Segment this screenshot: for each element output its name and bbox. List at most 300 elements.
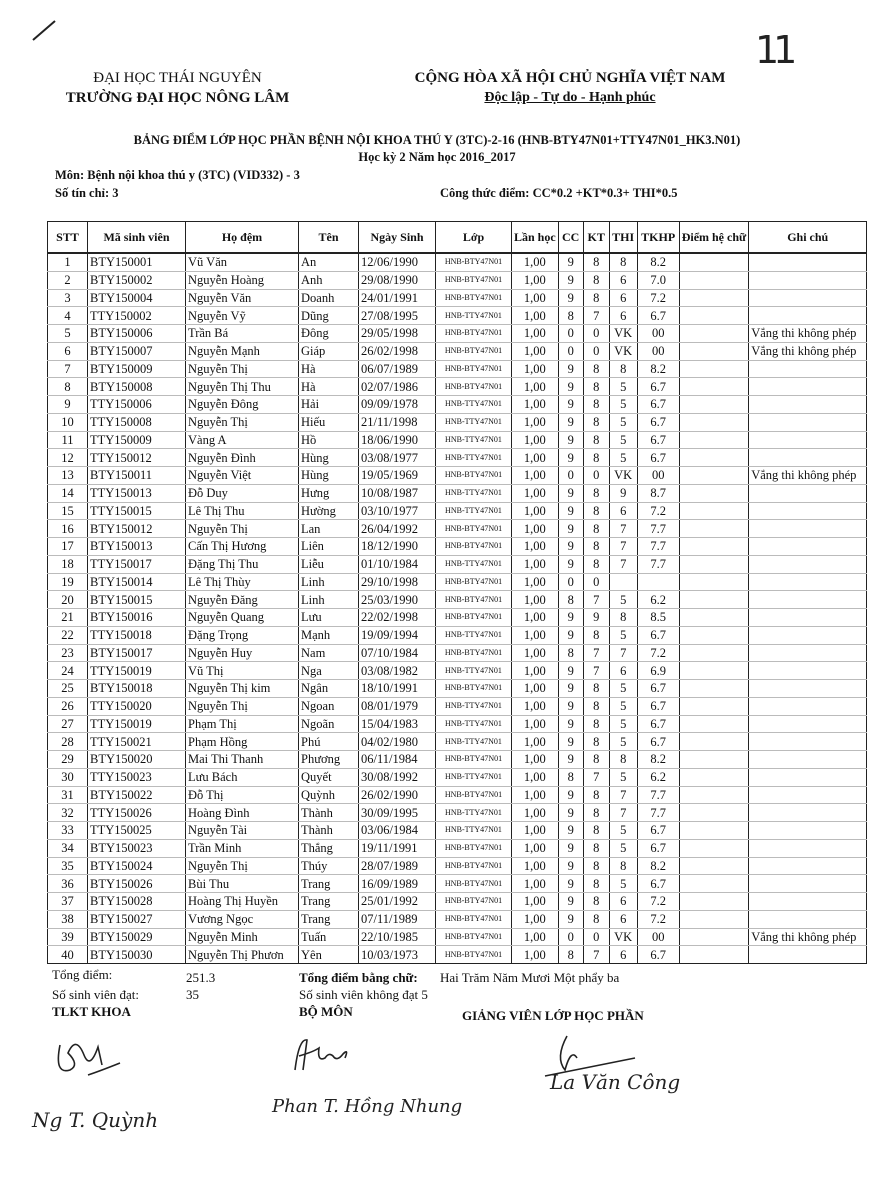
note-cell [749,751,867,769]
student-id-cell: BTY150015 [88,591,186,609]
kt-cell: 8 [583,839,609,857]
class-cell: HNB-BTY47N01 [436,378,512,396]
stt-cell: 3 [48,289,88,307]
first-name-cell: Ngoan [299,697,359,715]
tkhp-cell: 6.7 [637,307,679,325]
tkhp-cell: 6.7 [637,715,679,733]
note-cell [749,555,867,573]
first-name-cell: Yên [299,946,359,964]
column-header: KT [583,222,609,254]
tkhp-cell: 6.7 [637,413,679,431]
middle-name-cell: Nguyễn Thị [186,697,299,715]
stt-cell: 14 [48,484,88,502]
column-header: Điểm hệ chữ [679,222,749,254]
student-id-cell: TTY150018 [88,626,186,644]
middle-name-cell: Lê Thị Thu [186,502,299,520]
note-cell [749,520,867,538]
note-cell [749,644,867,662]
department-signature [285,1028,365,1078]
student-id-cell: BTY150016 [88,609,186,627]
middle-name-cell: Phạm Thị [186,715,299,733]
attempt-cell: 1,00 [512,697,559,715]
grade-table [47,221,867,964]
thi-cell: 5 [609,413,637,431]
cc-cell: 9 [558,378,583,396]
stt-cell: 7 [48,360,88,378]
tkhp-cell: 7.2 [637,289,679,307]
thi-cell: 7 [609,644,637,662]
thi-cell: 7 [609,804,637,822]
tkhp-cell: 00 [637,928,679,946]
attempt-cell: 1,00 [512,253,559,271]
letter-grade-cell [679,680,749,698]
stt-cell: 10 [48,413,88,431]
cc-cell: 8 [558,307,583,325]
thi-cell: 5 [609,875,637,893]
first-name-cell: Mạnh [299,626,359,644]
middle-name-cell: Nguyễn Mạnh [186,342,299,360]
first-name-cell: Phú [299,733,359,751]
table-row [48,733,867,751]
middle-name-cell: Nguyễn Thị Thu [186,378,299,396]
letter-grade-cell [679,697,749,715]
attempt-cell: 1,00 [512,360,559,378]
middle-name-cell: Trần Minh [186,839,299,857]
stt-cell: 39 [48,928,88,946]
letter-grade-cell [679,484,749,502]
table-row [48,804,867,822]
letter-grade-cell [679,325,749,343]
birthdate-cell: 10/08/1987 [359,484,436,502]
cc-cell: 9 [558,555,583,573]
letter-grade-cell [679,626,749,644]
class-cell: HNB-BTY47N01 [436,680,512,698]
stt-cell: 22 [48,626,88,644]
attempt-cell: 1,00 [512,839,559,857]
student-id-cell: TTY150025 [88,822,186,840]
letter-grade-cell [679,413,749,431]
first-name-cell: Liên [299,538,359,556]
student-id-cell: BTY150011 [88,467,186,485]
thi-cell: 6 [609,946,637,964]
note-cell [749,484,867,502]
middle-name-cell: Nguyễn Thị Phươn [186,946,299,964]
total-label: Tổng điểm: [52,967,113,982]
note-cell [749,289,867,307]
thi-cell: 5 [609,697,637,715]
stt-cell: 9 [48,396,88,414]
stt-cell: 29 [48,751,88,769]
stt-cell: 1 [48,253,88,271]
first-name-cell: Thành [299,822,359,840]
student-id-cell: TTY150002 [88,307,186,325]
first-name-cell: Nam [299,644,359,662]
class-cell: HNB-TTY47N01 [436,768,512,786]
class-cell: HNB-BTY47N01 [436,591,512,609]
note-cell: Vắng thi không phép [749,467,867,485]
first-name-cell: Quỳnh [299,786,359,804]
stt-cell: 32 [48,804,88,822]
first-name-cell: Hường [299,502,359,520]
class-cell: HNB-TTY47N01 [436,449,512,467]
birthdate-cell: 26/02/1990 [359,786,436,804]
cc-cell: 9 [558,449,583,467]
column-header: CC [558,222,583,254]
attempt-cell: 1,00 [512,325,559,343]
class-cell: HNB-TTY47N01 [436,804,512,822]
kt-cell: 0 [583,928,609,946]
tkhp-cell: 6.7 [637,449,679,467]
note-cell [749,946,867,964]
thi-cell: 6 [609,502,637,520]
table-row [48,431,867,449]
table-row [48,609,867,627]
birthdate-cell: 29/10/1998 [359,573,436,591]
note-cell [749,875,867,893]
tkhp-cell: 6.7 [637,680,679,698]
department-signer-name: Phan T. Hồng Nhung [272,1096,463,1117]
table-row [48,715,867,733]
cc-cell: 9 [558,839,583,857]
student-id-cell: BTY150009 [88,360,186,378]
attempt-cell: 1,00 [512,768,559,786]
kt-cell: 8 [583,484,609,502]
note-cell [749,609,867,627]
attempt-cell: 1,00 [512,857,559,875]
kt-cell: 8 [583,626,609,644]
thi-cell [609,573,637,591]
tkhp-cell: 6.7 [637,431,679,449]
thi-cell: 5 [609,715,637,733]
kt-cell: 8 [583,538,609,556]
attempt-cell: 1,00 [512,609,559,627]
table-row [48,591,867,609]
cc-cell: 9 [558,626,583,644]
middle-name-cell: Nguyễn Đông [186,396,299,414]
note-cell [749,839,867,857]
passed-value: 35 [186,987,199,1002]
kt-cell: 7 [583,946,609,964]
table-row [48,697,867,715]
class-cell: HNB-TTY47N01 [436,626,512,644]
kt-cell: 8 [583,396,609,414]
note-cell [749,626,867,644]
letter-grade-cell [679,502,749,520]
letter-grade-cell [679,520,749,538]
attempt-cell: 1,00 [512,822,559,840]
kt-cell: 8 [583,910,609,928]
birthdate-cell: 25/03/1990 [359,591,436,609]
middle-name-cell: Nguyễn Việt [186,467,299,485]
column-header: Lớp [436,222,512,254]
cc-cell: 9 [558,396,583,414]
kt-cell: 8 [583,520,609,538]
cc-cell: 9 [558,253,583,271]
stt-cell: 8 [48,378,88,396]
tkhp-cell: 8.7 [637,484,679,502]
student-id-cell: BTY150001 [88,253,186,271]
student-id-cell: TTY150020 [88,697,186,715]
letter-grade-cell [679,342,749,360]
stt-cell: 23 [48,644,88,662]
total-value: 251.3 [186,970,216,985]
student-id-cell: BTY150026 [88,875,186,893]
middle-name-cell: Mai Thi Thanh [186,751,299,769]
thi-cell: 5 [609,396,637,414]
class-cell: HNB-TTY47N01 [436,555,512,573]
total-words-value: Hai Trăm Năm Mươi Một phẩy ba [440,970,620,985]
letter-grade-cell [679,857,749,875]
note-cell [749,360,867,378]
middle-name-cell: Nguyễn Hoàng [186,271,299,289]
lecturer-sign-label: GIẢNG VIÊN LỚP HỌC PHẦN [462,1008,644,1023]
student-id-cell: TTY150019 [88,662,186,680]
student-id-cell: BTY150018 [88,680,186,698]
table-header-row [48,222,867,254]
table-row [48,253,867,271]
attempt-cell: 1,00 [512,484,559,502]
tkhp-cell: 8.2 [637,253,679,271]
kt-cell: 8 [583,253,609,271]
table-row [48,626,867,644]
student-id-cell: TTY150017 [88,555,186,573]
birthdate-cell: 03/08/1982 [359,662,436,680]
class-cell: HNB-TTY47N01 [436,413,512,431]
kt-cell: 8 [583,822,609,840]
first-name-cell: An [299,253,359,271]
letter-grade-cell [679,289,749,307]
kt-cell: 8 [583,697,609,715]
attempt-cell: 1,00 [512,680,559,698]
stt-cell: 20 [48,591,88,609]
kt-cell: 8 [583,875,609,893]
faculty-signer-name: Ng T. Quỳnh [32,1108,159,1132]
semester-line: Học kỳ 2 Năm học 2016_2017 [358,150,516,164]
letter-grade-cell [679,591,749,609]
kt-cell: 8 [583,378,609,396]
note-cell [749,768,867,786]
first-name-cell: Thúy [299,857,359,875]
first-name-cell: Hiếu [299,413,359,431]
letter-grade-cell [679,910,749,928]
class-cell: HNB-BTY47N01 [436,928,512,946]
kt-cell: 7 [583,768,609,786]
letter-grade-cell [679,573,749,591]
student-id-cell: BTY150014 [88,573,186,591]
stt-cell: 31 [48,786,88,804]
table-row [48,875,867,893]
table-row [48,751,867,769]
student-id-cell: BTY150017 [88,644,186,662]
cc-cell: 0 [558,467,583,485]
first-name-cell: Trang [299,893,359,911]
kt-cell: 7 [583,644,609,662]
first-name-cell: Anh [299,271,359,289]
thi-cell: 9 [609,484,637,502]
letter-grade-cell [679,449,749,467]
thi-cell: 6 [609,271,637,289]
column-header: Mã sinh viên [88,222,186,254]
first-name-cell: Hải [299,396,359,414]
class-cell: HNB-BTY47N01 [436,289,512,307]
table-row [48,396,867,414]
student-id-cell: BTY150013 [88,538,186,556]
table-row [48,893,867,911]
kt-cell: 7 [583,591,609,609]
thi-cell: VK [609,467,637,485]
middle-name-cell: Nguyễn Thị [186,520,299,538]
cc-cell: 8 [558,768,583,786]
thi-cell: 8 [609,609,637,627]
attempt-cell: 1,00 [512,644,559,662]
kt-cell: 7 [583,307,609,325]
student-id-cell: BTY150023 [88,839,186,857]
note-cell: Vắng thi không phép [749,342,867,360]
birthdate-cell: 24/01/1991 [359,289,436,307]
class-cell: HNB-TTY47N01 [436,662,512,680]
cc-cell: 9 [558,289,583,307]
stt-cell: 26 [48,697,88,715]
table-row [48,538,867,556]
attempt-cell: 1,00 [512,520,559,538]
stt-cell: 33 [48,822,88,840]
letter-grade-cell [679,253,749,271]
middle-name-cell: Nguyễn Huy [186,644,299,662]
tkhp-cell: 6.7 [637,946,679,964]
middle-name-cell: Nguyễn Văn [186,289,299,307]
birthdate-cell: 19/05/1969 [359,467,436,485]
middle-name-cell: Nguyễn Thị kim [186,680,299,698]
thi-cell: 5 [609,822,637,840]
kt-cell: 0 [583,467,609,485]
stt-cell: 24 [48,662,88,680]
kt-cell: 8 [583,502,609,520]
cc-cell: 8 [558,591,583,609]
student-id-cell: BTY150020 [88,751,186,769]
column-header: THI [609,222,637,254]
birthdate-cell: 12/06/1990 [359,253,436,271]
cc-cell: 0 [558,342,583,360]
class-cell: HNB-BTY47N01 [436,839,512,857]
first-name-cell: Nga [299,662,359,680]
attempt-cell: 1,00 [512,467,559,485]
student-id-cell: BTY150006 [88,325,186,343]
class-cell: HNB-BTY47N01 [436,946,512,964]
note-cell [749,804,867,822]
tkhp-cell: 7.7 [637,555,679,573]
letter-grade-cell [679,928,749,946]
stt-cell: 28 [48,733,88,751]
table-row [48,786,867,804]
attempt-cell: 1,00 [512,875,559,893]
middle-name-cell: Lưu Bách [186,768,299,786]
first-name-cell: Giáp [299,342,359,360]
column-header: TKHP [637,222,679,254]
kt-cell: 8 [583,893,609,911]
attempt-cell: 1,00 [512,893,559,911]
attempt-cell: 1,00 [512,715,559,733]
note-cell [749,573,867,591]
stt-cell: 27 [48,715,88,733]
cc-cell: 9 [558,538,583,556]
table-row [48,946,867,964]
cc-cell: 9 [558,484,583,502]
stt-cell: 16 [48,520,88,538]
student-id-cell: BTY150002 [88,271,186,289]
subject-line: Môn: Bệnh nội khoa thú y (3TC) (VID332) - 3 [55,168,300,182]
first-name-cell: Đông [299,325,359,343]
birthdate-cell: 26/04/1992 [359,520,436,538]
letter-grade-cell [679,751,749,769]
cc-cell: 9 [558,680,583,698]
stt-cell: 21 [48,609,88,627]
stt-cell: 40 [48,946,88,964]
kt-cell: 8 [583,271,609,289]
stt-cell: 5 [48,325,88,343]
student-id-cell: TTY150008 [88,413,186,431]
thi-cell: 6 [609,307,637,325]
middle-name-cell: Nguyễn Thị [186,413,299,431]
column-header: Tên [299,222,359,254]
attempt-cell: 1,00 [512,573,559,591]
thi-cell: 8 [609,857,637,875]
kt-cell: 8 [583,786,609,804]
birthdate-cell: 22/02/1998 [359,609,436,627]
attempt-cell: 1,00 [512,271,559,289]
student-id-cell: BTY150012 [88,520,186,538]
stt-cell: 36 [48,875,88,893]
table-row [48,378,867,396]
class-cell: HNB-TTY47N01 [436,697,512,715]
class-cell: HNB-TTY47N01 [436,396,512,414]
student-id-cell: BTY150008 [88,378,186,396]
birthdate-cell: 03/10/1977 [359,502,436,520]
lecturer-signer-name: La Văn Công [550,1070,681,1094]
kt-cell: 0 [583,325,609,343]
attempt-cell: 1,00 [512,591,559,609]
note-cell [749,822,867,840]
letter-grade-cell [679,378,749,396]
passed-label: Số sinh viên đạt: [52,987,140,1002]
attempt-cell: 1,00 [512,538,559,556]
kt-cell: 0 [583,573,609,591]
cc-cell: 9 [558,751,583,769]
note-cell [749,271,867,289]
birthdate-cell: 03/08/1977 [359,449,436,467]
note-cell [749,662,867,680]
thi-cell: VK [609,928,637,946]
tkhp-cell: 8.2 [637,857,679,875]
middle-name-cell: Đặng Thị Thu [186,555,299,573]
note-cell: Vắng thi không phép [749,325,867,343]
birthdate-cell: 30/08/1992 [359,768,436,786]
birthdate-cell: 18/06/1990 [359,431,436,449]
attempt-cell: 1,00 [512,662,559,680]
attempt-cell: 1,00 [512,733,559,751]
kt-cell: 8 [583,431,609,449]
table-row [48,857,867,875]
letter-grade-cell [679,946,749,964]
tkhp-cell: 00 [637,325,679,343]
attempt-cell: 1,00 [512,928,559,946]
middle-name-cell: Vũ Thị [186,662,299,680]
student-id-cell: TTY150026 [88,804,186,822]
letter-grade-cell [679,555,749,573]
stt-cell: 25 [48,680,88,698]
grade-formula: Công thức điểm: CC*0.2 +KT*0.3+ THI*0.5 [440,186,678,200]
birthdate-cell: 18/10/1991 [359,680,436,698]
class-cell: HNB-BTY47N01 [436,538,512,556]
